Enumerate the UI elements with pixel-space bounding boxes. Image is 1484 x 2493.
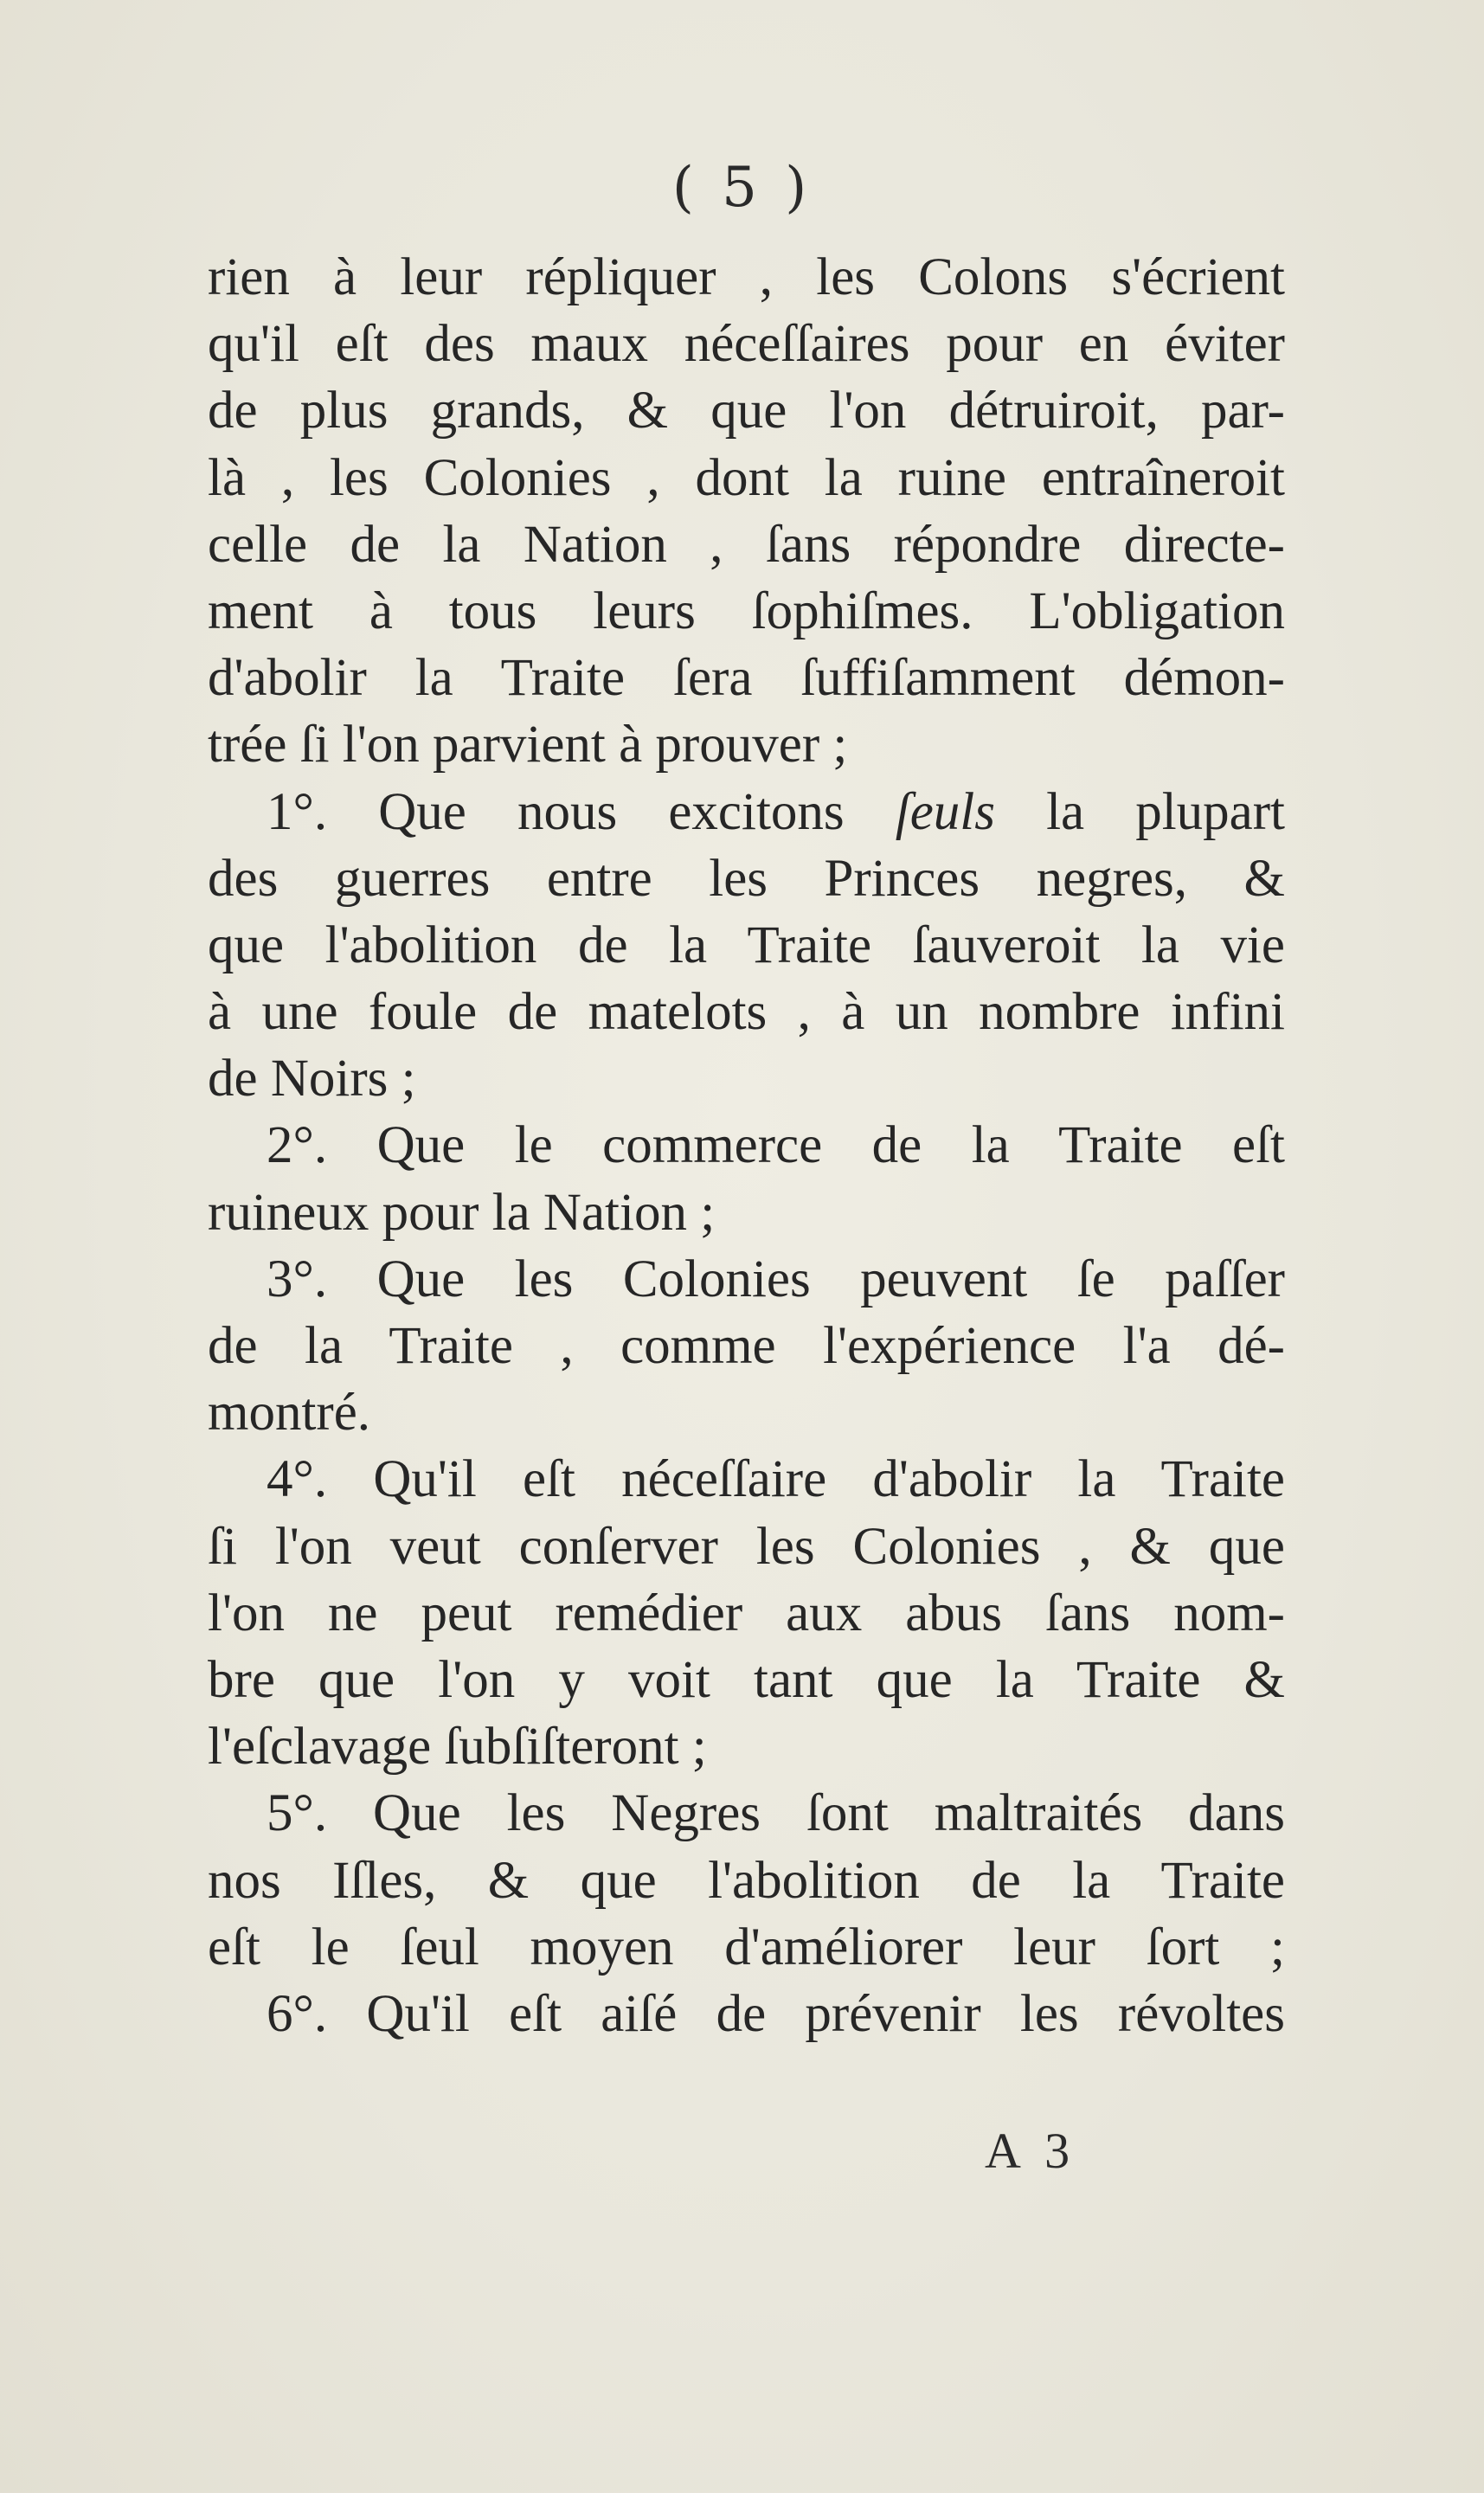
text-line: qu'il eſt des maux néceſſaires pour en éviter xyxy=(208,315,1285,374)
text-line: de la Traite , comme l'expérience l'a dé- xyxy=(208,1317,1285,1375)
text-line: des guerres entre les Princes negres, & xyxy=(208,849,1285,908)
text-line: l'on ne peut remédier aux abus ſans nom- xyxy=(208,1584,1285,1642)
text-line: ruineux pour la Nation ; xyxy=(208,1183,716,1242)
text-line: d'abolir la Traite ſera ſuffiſamment démon- xyxy=(208,649,1285,708)
text-line: de plus grands, & que l'on détruiroit, par- xyxy=(208,382,1285,440)
text-line: bre que l'on y voit tant que la Traite & xyxy=(208,1650,1285,1709)
text-line: l'eſclavage ſubſiſteront ; xyxy=(208,1718,707,1777)
text-line: de Noirs ; xyxy=(208,1050,416,1108)
text-line: 2°. Que le commerce de la Traite eſt xyxy=(267,1116,1285,1175)
text-line: là , les Colonies , dont la ruine entraîneroit xyxy=(208,448,1285,507)
text-line: ſi l'on veut conſerver les Colonies , & que xyxy=(208,1517,1285,1576)
text-line: eſt le ſeul moyen d'améliorer leur ſort ; xyxy=(208,1918,1285,1976)
text-line: celle de la Nation , ſans répondre directe- xyxy=(208,515,1285,574)
text-line: 3°. Que les Colonies peuvent ſe paſſer xyxy=(267,1250,1285,1308)
text-line: ment à tous leurs ſophiſmes. L'obligation xyxy=(208,581,1285,640)
signature-mark: A 3 xyxy=(985,2123,1077,2179)
text-line: trée ſi l'on parvient à prouver ; xyxy=(208,716,848,774)
text-line: 6°. Qu'il eſt aiſé de prévenir les révoltes xyxy=(267,1984,1285,2043)
text-line: nos Iſles, & que l'abolition de la Traite xyxy=(208,1851,1285,1910)
text-line: 4°. Qu'il eſt néceſſaire d'abolir la Traite xyxy=(267,1450,1285,1509)
text-line: 5°. Que les Negres ſont maltraités dans xyxy=(267,1784,1285,1843)
page-number: ( 5 ) xyxy=(671,156,813,220)
text-line: 1°. Que nous excitons ſeuls la plupart xyxy=(267,782,1285,841)
body-text xyxy=(208,244,1285,2047)
text-line: rien à leur répliquer , les Colons s'écrient xyxy=(208,248,1285,306)
text-line: montré. xyxy=(208,1384,371,1442)
text-line: à une foule de matelots , à un nombre infini xyxy=(208,983,1285,1042)
text-line: que l'abolition de la Traite ſauveroit la vie xyxy=(208,916,1285,974)
